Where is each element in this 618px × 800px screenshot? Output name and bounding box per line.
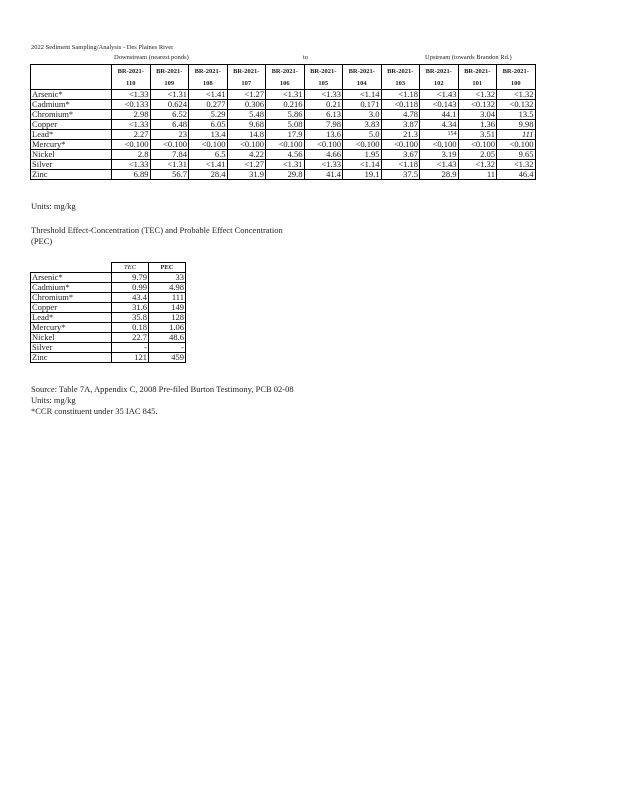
value-cell: <1.18 xyxy=(381,160,420,170)
tec-value: 0.99 xyxy=(112,283,149,293)
value-cell: <1.33 xyxy=(112,90,151,100)
table-row xyxy=(31,90,536,100)
blank-header-cell xyxy=(31,65,112,78)
value-cell: 3.0 xyxy=(343,110,382,120)
value-cell: <1.33 xyxy=(112,160,151,170)
ccr-footnote: *CCR constituent under 35 IAC 845. xyxy=(31,406,158,416)
table-row xyxy=(31,140,536,150)
value-cell: 3.04 xyxy=(458,110,497,120)
value-cell: 5.48 xyxy=(227,110,266,120)
blank-header-cell xyxy=(31,263,112,273)
value-cell: <1.43 xyxy=(420,90,459,100)
tec-value: 43.4 xyxy=(112,293,149,303)
pec-value: 48.6 xyxy=(149,333,186,343)
pec-value: 459 xyxy=(149,353,186,363)
table-row xyxy=(31,283,186,293)
value-cell: 6.13 xyxy=(304,110,343,120)
value-cell: 0.306 xyxy=(227,100,266,110)
value-cell: 6.05 xyxy=(189,120,228,130)
value-cell: 5.29 xyxy=(189,110,228,120)
sample-id-header: BR-2021- xyxy=(266,65,305,78)
value-cell: <0.100 xyxy=(304,140,343,150)
value-cell: 13.6 xyxy=(304,130,343,140)
value-cell: 2.27 xyxy=(112,130,151,140)
downstream-label: Downstream (nearest ponds) xyxy=(114,54,189,61)
value-cell: 2.8 xyxy=(112,150,151,160)
units-label-2: Units: mg/kg xyxy=(31,395,76,405)
document-title: 2022 Sediment Sampling/Analysis - Des Plaines River xyxy=(31,44,174,51)
pec-value: 1.06 xyxy=(149,323,186,333)
analyte-label: Chromium* xyxy=(31,110,112,120)
value-cell: 37.5 xyxy=(381,170,420,180)
tec-value: 9.79 xyxy=(112,273,149,283)
sample-num-header-row xyxy=(31,77,536,90)
value-cell: <0.100 xyxy=(381,140,420,150)
value-cell: 4.56 xyxy=(266,150,305,160)
value-cell: <0.100 xyxy=(343,140,382,150)
source-note: Source: Table 7A, Appendix C, 2008 Pre-filed Burton Testimony, PCB 02-08 xyxy=(31,384,294,394)
analyte-label: Lead* xyxy=(31,130,112,140)
sample-num-header: 110 xyxy=(112,77,151,90)
value-cell: <1.33 xyxy=(304,160,343,170)
sample-id-header: BR-2021- xyxy=(150,65,189,78)
value-cell: <1.32 xyxy=(458,160,497,170)
value-cell: <1.27 xyxy=(227,90,266,100)
value-cell: <1.18 xyxy=(381,90,420,100)
table-row xyxy=(31,333,186,343)
value-cell: <1.33 xyxy=(304,90,343,100)
table-row xyxy=(31,120,536,130)
value-cell: 0.21 xyxy=(304,100,343,110)
value-cell: <1.32 xyxy=(497,90,536,100)
sample-num-header: 107 xyxy=(227,77,266,90)
sample-num-header: 106 xyxy=(266,77,305,90)
table-row xyxy=(31,100,536,110)
value-cell: 28.4 xyxy=(189,170,228,180)
value-cell: 56.7 xyxy=(150,170,189,180)
analyte-label: Silver xyxy=(31,343,112,353)
value-cell: 29.8 xyxy=(266,170,305,180)
value-cell: 7.84 xyxy=(150,150,189,160)
tec-pec-header-row xyxy=(31,263,186,273)
value-cell: 7.98 xyxy=(304,120,343,130)
sample-num-header: 105 xyxy=(304,77,343,90)
value-cell: 3.83 xyxy=(343,120,382,130)
value-cell: <0.100 xyxy=(150,140,189,150)
value-cell: <0.100 xyxy=(420,140,459,150)
value-cell: 2.05 xyxy=(458,150,497,160)
value-cell: 0.171 xyxy=(343,100,382,110)
sample-id-header-row xyxy=(31,65,536,78)
value-cell: 46.4 xyxy=(497,170,536,180)
value-cell: <1.31 xyxy=(150,160,189,170)
tec-pec-table xyxy=(30,262,186,363)
value-cell: <1.31 xyxy=(150,90,189,100)
value-cell: 31.9 xyxy=(227,170,266,180)
value-cell: 3.87 xyxy=(381,120,420,130)
analyte-label: Lead* xyxy=(31,313,112,323)
tec-value: 31.6 xyxy=(112,303,149,313)
analyte-label: Arsenic* xyxy=(31,273,112,283)
value-cell: <1.27 xyxy=(227,160,266,170)
analyte-label: Zinc xyxy=(31,353,112,363)
value-cell: <0.132 xyxy=(497,100,536,110)
value-cell: 9.65 xyxy=(497,150,536,160)
tec-value: 0.18 xyxy=(112,323,149,333)
pec-value: 4.98 xyxy=(149,283,186,293)
value-cell: 21.3 xyxy=(381,130,420,140)
sample-num-header: 109 xyxy=(150,77,189,90)
value-cell: 9.98 xyxy=(497,120,536,130)
value-cell: 13.5 xyxy=(497,110,536,120)
analyte-label: Nickel xyxy=(31,150,112,160)
value-cell: <1.32 xyxy=(458,90,497,100)
value-cell: 6.52 xyxy=(150,110,189,120)
value-cell: 3.51 xyxy=(458,130,497,140)
sample-num-header: 101 xyxy=(458,77,497,90)
value-cell: 0.624 xyxy=(150,100,189,110)
value-cell: 154 xyxy=(420,130,459,140)
value-cell: 4.22 xyxy=(227,150,266,160)
value-cell: <0.132 xyxy=(458,100,497,110)
analyte-label: Arsenic* xyxy=(31,90,112,100)
analyte-label: Zinc xyxy=(31,170,112,180)
value-cell: 6.89 xyxy=(112,170,151,180)
value-cell: <1.14 xyxy=(343,160,382,170)
sample-id-header: BR-2021- xyxy=(497,65,536,78)
value-cell: <0.100 xyxy=(189,140,228,150)
sample-id-header: BR-2021- xyxy=(458,65,497,78)
value-cell: 5.08 xyxy=(266,120,305,130)
pec-value: 33 xyxy=(149,273,186,283)
sample-num-header: 100 xyxy=(497,77,536,90)
value-cell: 5.86 xyxy=(266,110,305,120)
table-row xyxy=(31,313,186,323)
table-row xyxy=(31,170,536,180)
value-cell: 2.98 xyxy=(112,110,151,120)
upstream-label: Upstream (towards Brandon Rd.) xyxy=(425,54,512,61)
value-cell: 5.0 xyxy=(343,130,382,140)
tec-header: TEC xyxy=(112,263,149,273)
table-row xyxy=(31,110,536,120)
to-label: to xyxy=(303,54,309,61)
tec-value: 35.8 xyxy=(112,313,149,323)
value-cell: 6.5 xyxy=(189,150,228,160)
value-cell: 19.1 xyxy=(343,170,382,180)
value-cell: 9.68 xyxy=(227,120,266,130)
sample-id-header: BR-2021- xyxy=(381,65,420,78)
value-cell: <1.33 xyxy=(112,120,151,130)
sample-num-header: 102 xyxy=(420,77,459,90)
blank-header-cell xyxy=(31,77,112,90)
table-row xyxy=(31,160,536,170)
value-cell: <0.100 xyxy=(458,140,497,150)
tec-value: - xyxy=(112,343,149,353)
pec-value: 111 xyxy=(149,293,186,303)
table-row xyxy=(31,343,186,353)
tec-value: 22.7 xyxy=(112,333,149,343)
value-cell: 14.8 xyxy=(227,130,266,140)
value-cell: <1.32 xyxy=(497,160,536,170)
value-cell: 17.9 xyxy=(266,130,305,140)
value-cell: 0.277 xyxy=(189,100,228,110)
sample-id-header: BR-2021- xyxy=(420,65,459,78)
pec-value: - xyxy=(149,343,186,353)
units-label: Units: mg/kg xyxy=(31,201,76,211)
value-cell: <1.31 xyxy=(266,160,305,170)
value-cell: 0.216 xyxy=(266,100,305,110)
table-row xyxy=(31,353,186,363)
pec-value: 149 xyxy=(149,303,186,313)
analyte-label: Copper xyxy=(31,303,112,313)
sample-num-header: 104 xyxy=(343,77,382,90)
value-cell: 3.19 xyxy=(420,150,459,160)
value-cell: 11 xyxy=(458,170,497,180)
pec-value: 128 xyxy=(149,313,186,323)
value-cell: <1.31 xyxy=(266,90,305,100)
value-cell: <0.118 xyxy=(381,100,420,110)
value-cell: <0.100 xyxy=(112,140,151,150)
value-cell: <0.100 xyxy=(497,140,536,150)
table-row xyxy=(31,303,186,313)
analyte-label: Cadmium* xyxy=(31,100,112,110)
value-cell: <1.43 xyxy=(420,160,459,170)
value-cell: 3.67 xyxy=(381,150,420,160)
value-cell: 44.1 xyxy=(420,110,459,120)
value-cell: 4.66 xyxy=(304,150,343,160)
analyte-label: Mercury* xyxy=(31,140,112,150)
sample-id-header: BR-2021- xyxy=(343,65,382,78)
analyte-label: Chromium* xyxy=(31,293,112,303)
pec-header: PEC xyxy=(149,263,186,273)
value-cell: <0.100 xyxy=(266,140,305,150)
table-row xyxy=(31,150,536,160)
value-cell: 4.78 xyxy=(381,110,420,120)
sample-num-header: 103 xyxy=(381,77,420,90)
table-row xyxy=(31,130,536,140)
value-cell: <1.14 xyxy=(343,90,382,100)
sample-id-header: BR-2021- xyxy=(189,65,228,78)
table-row xyxy=(31,293,186,303)
tec-value: 121 xyxy=(112,353,149,363)
value-cell: <0.133 xyxy=(112,100,151,110)
value-cell: 1.36 xyxy=(458,120,497,130)
sample-id-header: BR-2021- xyxy=(227,65,266,78)
value-cell: 1.95 xyxy=(343,150,382,160)
value-cell: 111 xyxy=(497,130,536,140)
analyte-label: Copper xyxy=(31,120,112,130)
analyte-label: Nickel xyxy=(31,333,112,343)
value-cell: <0.100 xyxy=(227,140,266,150)
table-row xyxy=(31,323,186,333)
value-cell: 6.48 xyxy=(150,120,189,130)
sample-id-header: BR-2021- xyxy=(304,65,343,78)
analyte-label: Silver xyxy=(31,160,112,170)
value-cell: 41.4 xyxy=(304,170,343,180)
analyte-label: Mercury* xyxy=(31,323,112,333)
value-cell: <0.143 xyxy=(420,100,459,110)
sample-num-header: 108 xyxy=(189,77,228,90)
tec-pec-title: Threshold Effect-Concentration (TEC) and Probable Effect Concentration (PEC) xyxy=(31,225,283,246)
table-row xyxy=(31,273,186,283)
sample-id-header: BR-2021- xyxy=(112,65,151,78)
value-cell: <1.41 xyxy=(189,160,228,170)
value-cell: <1.41 xyxy=(189,90,228,100)
value-cell: 28.9 xyxy=(420,170,459,180)
value-cell: 4.34 xyxy=(420,120,459,130)
analyte-label: Cadmium* xyxy=(31,283,112,293)
sediment-results-table xyxy=(30,64,536,180)
value-cell: 13.4 xyxy=(189,130,228,140)
value-cell: 23 xyxy=(150,130,189,140)
